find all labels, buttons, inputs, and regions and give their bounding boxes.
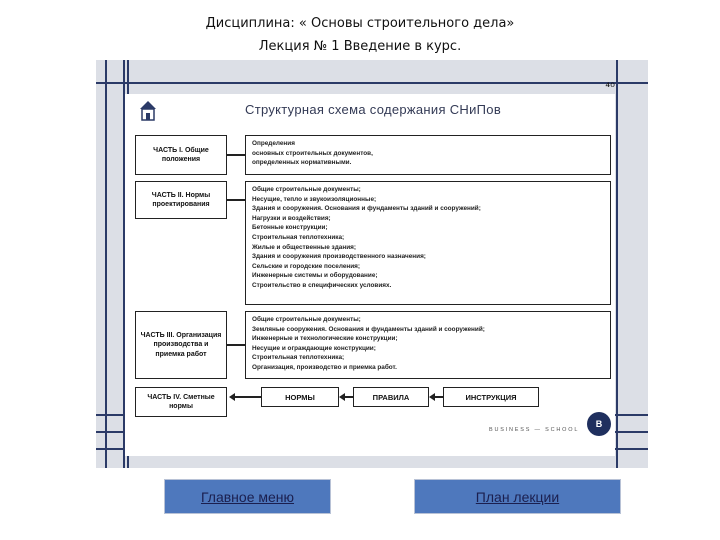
- part-3-box: ЧАСТЬ III. Организация производства и приемка работ: [135, 311, 227, 379]
- arrow-left-icon: [344, 396, 353, 398]
- part-1-box: ЧАСТЬ I. Общие положения: [135, 135, 227, 175]
- content-line: Инженерные и технологические конструкции;: [252, 335, 398, 343]
- arrow-left-icon: [234, 396, 261, 398]
- slide-image: [96, 60, 648, 468]
- discipline-title: Дисциплина: « Основы строительного дела»: [205, 16, 515, 31]
- part-4-box: ЧАСТЬ IV. Сметные нормы: [135, 387, 227, 417]
- content-line: Инженерные системы и оборудование;: [252, 272, 378, 280]
- content-line: Несущие, тепло и звукоизоляционные;: [252, 195, 377, 203]
- lecture-title: Лекция № 1 Введение в курс.: [258, 39, 462, 54]
- content-line: Несущие и ограждающие конструкции;: [252, 344, 376, 352]
- instruction-box: ИНСТРУКЦИЯ: [443, 387, 539, 407]
- part-3-content: [245, 311, 611, 379]
- arrow-left-icon: [434, 396, 443, 398]
- slide-content: [125, 80, 615, 456]
- connector: [227, 154, 245, 156]
- part-2-content: [245, 181, 611, 305]
- content-line: Строительство в специфических условиях.: [252, 282, 392, 290]
- grid-line: [105, 60, 107, 468]
- content-line: Жилые и общественные здания;: [252, 243, 356, 251]
- house-logo-icon: [139, 100, 157, 122]
- lecture-plan-button[interactable]: План лекции: [414, 479, 621, 514]
- connector: [227, 344, 245, 346]
- content-line: Строительная теплотехника;: [252, 354, 345, 362]
- business-school-label: BUSINESS — SCHOOL: [489, 427, 580, 433]
- grid-line: [616, 60, 618, 468]
- part-2-box: ЧАСТЬ II. Нормы проектирования: [135, 181, 227, 219]
- content-line: Определения: [252, 140, 295, 147]
- corner-mark: ⁴⁰: [605, 80, 615, 94]
- main-menu-button[interactable]: Главное меню: [164, 479, 331, 514]
- content-line: Сельские и городские поселения;: [252, 262, 361, 270]
- content-line: Бетонные конструкции;: [252, 224, 328, 232]
- norms-box: НОРМЫ: [261, 387, 339, 407]
- rules-box: ПРАВИЛА: [353, 387, 429, 407]
- business-school-logo: B: [587, 412, 611, 436]
- connector: [227, 199, 245, 201]
- content-line: Общие строительные документы;: [252, 316, 361, 323]
- content-line: Земляные сооружения. Основания и фундаменты зданий и сооружений;: [252, 325, 485, 333]
- grid-line: [96, 82, 648, 84]
- content-line: Общие строительные документы;: [252, 186, 361, 193]
- content-line: Нагрузки и воздействия;: [252, 214, 331, 222]
- content-line: определенных нормативными.: [252, 159, 352, 167]
- content-line: Здания и сооружения. Основания и фундаменты зданий и сооружений;: [252, 205, 481, 213]
- content-line: Здания и сооружения производственного назначения;: [252, 253, 426, 261]
- scheme-title: Структурная схема содержания СНиПов: [245, 102, 502, 117]
- content-line: основных строительных документов,: [252, 149, 373, 157]
- part-1-content: [245, 135, 611, 175]
- content-line: Строительная теплотехника;: [252, 234, 345, 242]
- content-line: Организация, производство и приемка работ.: [252, 364, 397, 372]
